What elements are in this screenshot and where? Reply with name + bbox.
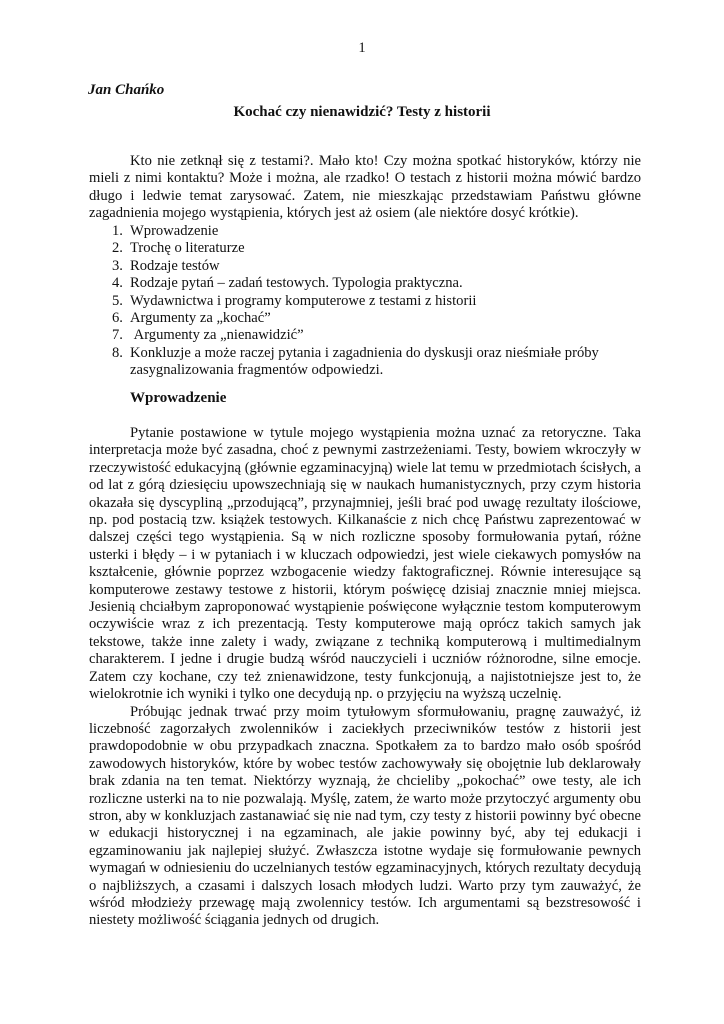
list-item — [89, 223, 641, 240]
list-item — [89, 310, 641, 327]
list-item-number: 4. — [112, 275, 123, 292]
list-item-text: Trochę o literaturze — [130, 240, 245, 257]
list-item — [89, 293, 641, 310]
list-item-text: Argumenty za „kochać” — [130, 310, 271, 327]
author-name: Jan Chańko — [88, 82, 165, 98]
list-item-number: 2. — [112, 240, 123, 257]
section-paragraph-2: Próbując jednak trwać przy moim tytułowym sformułowaniu, pragnę zauważyć, iż liczebność zagorzałych zwolenników i zaciekłych przeciwników testów z historii jest prawdopodobnie w obu przypadkach znaczna. Spotkałem za to bardzo mało osób spośród zawodowych historyków, które by wobec testów zachowywały się obojętnie lub deklarowały brak zdania na ten temat. Niektórzy wyznają, że chcieliby „pokochać” owe testy, ale ich rozliczne usterki na to nie pozwalają. Myślę, zatem, że warto może przytoczyć argumenty obu stron, aby w konkluzjach zastanawiać się nie nad tym, czy testy z historii powinny być obecne w edukacji historycznej i na egzaminach, ale jakie powinny być, aby tej edukacji i egzaminowaniu jak najlepiej służyć. Zwłaszcza istotne wydaje się formułowanie pewnych wymagań w odniesieniu do uczelnianych testów egzaminacyjnych, których rezultaty decydują o najbliższych, a czasami i dalszych losach młodych ludzi. Warto przy tym zauważyć, że wśród młodzieży przewagę mają zwolennicy testów. Ich argumentami są bezstresowość i niestety możliwość ściągania jednych od drugich. — [89, 703, 641, 929]
list-item-text: Konkluzje a może raczej pytania i zagadnienia do dyskusji oraz nieśmiałe próby zasygnalizowania fragmentów odpowiedzi. — [130, 344, 599, 379]
list-item-number: 3. — [112, 257, 123, 274]
section-paragraph-1: Pytanie postawione w tytule mojego wystąpienia można uznać za retoryczne. Taka interpretacja może być zasadna, choć z pewnymi zastrzeżeniami. Testy, bowiem wkroczyły w rzeczywistość edukacyjną (głównie egzaminacyjną) wiele lat temu w przedmiotach ścisłych, a od lat z górą dziesięciu upowszechniają się w naukach humanistycznych, przy czym historia okazała się dyscypliną „przodującą”, przynajmniej, jeśli brać pod uwagę rezultaty ilościowe, np. pod postacią tzw. książek testowych. Kilkanaście z nich chcę Państwu zaprezentować w dalszej części tego wystąpienia. Są w nich rozliczne sposoby formułowania pytań, różne usterki i błędy – i w pytaniach i w kluczach odpowiedzi, jest wiele ciekawych pomysłów na kształcenie, głównie poprzez wzbogacenie wiedzy faktograficznej. Równie interesujące są komputerowe zestawy testowe z historii, którym poświęcę dzisiaj znacznie mniej miejsca. Jesienią chciałbym zaproponować wystąpienie poświęcone wyłącznie testom komputerowym oczywiście wraz z ich prezentacją. Testy komputerowe mają oprócz takich samych jak tekstowe, także inne zalety i wady, związane z techniką komputerową i multimedialnym charakterem. I jedne i drugie budzą wśród nauczycieli i uczniów różnorodne, silne emocje. Zatem czy kochane, czy też znienawidzone, testy funkcjonują, a najistotniejsze jest to, że wielokrotnie ich wyniki i tylko one decydują np. o przyjęciu na wyższą uczelnię. — [89, 425, 641, 703]
list-item-number: 7. — [112, 327, 123, 344]
list-item-number: 5. — [112, 292, 123, 309]
document-title: Kochać czy nienawidzić? Testy z historii — [233, 104, 491, 120]
intro-block — [89, 153, 641, 223]
list-item-text: Argumenty za „nienawidzić” — [130, 327, 304, 344]
intro-paragraph: Kto nie zetknął się z testami?. Mało kto! Czy można spotkać historyków, którzy nie mieli z nimi kontaktu? Może i można, ale rzadko! O testach z historii można mówić bardzo długo i ledwie temat zarysować. Zatem, nie mieszkając przedstawiam Państwu główne zagadnienia mojego wystąpienia, których jest aż osiem (ale niektóre dosyć krótkie). — [89, 153, 641, 222]
list-item — [89, 345, 641, 380]
list-item — [89, 240, 641, 257]
list-item — [89, 258, 641, 275]
list-item-text: Wprowadzenie — [130, 223, 219, 239]
list-item — [89, 327, 641, 344]
list-item-number: 6. — [112, 310, 123, 327]
list-item-number: 8. — [112, 344, 123, 361]
list-item-number: 1. — [112, 223, 123, 239]
section-heading: Wprowadzenie — [130, 390, 227, 406]
list-item-text: Rodzaje pytań – zadań testowych. Typologia praktyczna. — [130, 275, 463, 292]
agenda-list — [89, 223, 641, 380]
list-item-text: Rodzaje testów — [130, 257, 220, 274]
list-item-text: Wydawnictwa i programy komputerowe z testami z historii — [130, 292, 477, 309]
section-body — [89, 425, 641, 930]
page-number: 1 — [358, 40, 366, 56]
list-item — [89, 275, 641, 292]
